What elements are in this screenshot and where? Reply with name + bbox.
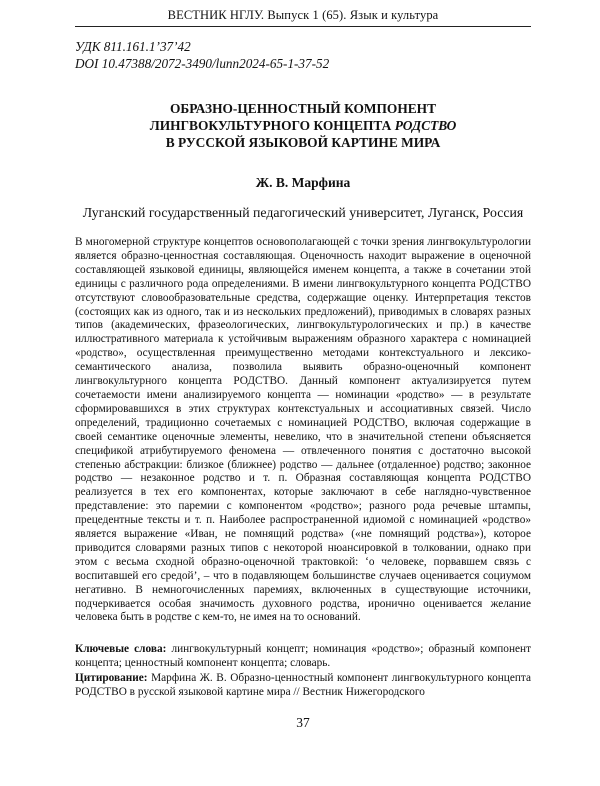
article-meta xyxy=(75,38,531,72)
keywords xyxy=(75,642,531,670)
title-line-2 xyxy=(75,117,531,134)
journal-header: ВЕСТНИК НГЛУ. Выпуск 1 (65). Язык и культура xyxy=(75,8,531,27)
citation xyxy=(75,671,531,699)
author-affiliation: Луганский государственный педагогический университет, Луганск, Россия xyxy=(82,205,524,220)
keywords-label: Ключевые слова: xyxy=(75,643,167,655)
title-concept: РОДСТВО xyxy=(394,118,457,133)
doi: DOI 10.47388/2072-3490/lunn2024-65-1-37-52 xyxy=(75,56,330,71)
citation-label: Цитирование: xyxy=(75,672,148,684)
citation-text: Марфина Ж. В. Образно-ценностный компонент лингвокультурного концепта РОДСТВО в русской языковой картине мира // Вестник Нижегородского xyxy=(75,672,531,698)
udc-code: УДК 811.161.1’37’42 xyxy=(75,39,191,54)
article-title xyxy=(75,100,531,151)
title-line-3: В РУССКОЙ ЯЗЫКОВОЙ КАРТИНЕ МИРА xyxy=(165,135,441,150)
title-line-1: ОБРАЗНО-ЦЕННОСТНЫЙ КОМПОНЕНТ xyxy=(169,101,437,116)
author-name: Ж. В. Марфина xyxy=(255,175,351,190)
keywords-text: лингвокультурный концепт; номинация «родство»; образный компонент концепта; ценностный компонент концепта; словарь. xyxy=(75,643,532,669)
abstract xyxy=(75,236,531,625)
abstract-text: В многомерной структуре концептов основополагающей с точки зрения лингвокультурологии является образно-ценностная составляющая. Оценочность находит выражение в оценочной составляющей языковой единицы, являющейся именем концепта, а также в сочетании этой единицы с различного рода определениями. В имени лингвокультурного концепта РОДСТВО отсутствуют словообразовательные средства, содержащие оценку. Интерпретация текстов (состоящих как из одного, так и из нескольких предложений), приводимых в словарях разных типов (академических, фразеологических, лингвокультурологических и пр.) в качестве иллюстративного материала к устойчивым выражениям образного характера с номинацией «родство», осуществленная преимущественно методами контекстуального и лексико-семантического анализа, позволила выявить образно-оценочный компонент лингвокультурного концепта РОДСТВО. Данный компонент актуализируется путем сочетаемости имени анализируемого концепта — номинации «родство» — в результате сформировавшихся в этих структурах контекстуальных и ассоциативных связей. Число определений, традиционно сочетаемых с номинацией РОДСТВО, включая содержащие в своей семантике оценочные элементы, невелико, что в значительной степени объясняется спецификой атрибутируемого феномена — отвлеченного понятия с достаточно высокой степенью абстракции: близкое (ближнее) родство — дальнее (отдаленное) родство; законное родство — незаконное родство и т. п. Образная составляющая концепта РОДСТВО реализуется в тех его компонентах, которые заключают в себе наглядно-чувственное представление: это паремии с компонентом «родство»; разного рода речевые штампы, прецедентные тексты и т. п. Наиболее распространенной идиомой с номинацией «родство» является выражение «Иван, не помнящий родства» («не помнящий родства»), которое приводится словарями разных типов с некоторой нюансировкой в толковании, однако при этом с весьма сходной образно-оценочной трактовкой: ‘о человеке, порвавшем связь с воспитавшей его средой’, – что в подавляющем большинстве случаев оценивается социумом негативно. В немногочисленных паремиях, включенных в существующие источники, подчеркивается особая значимость духовного родства, иронично оценивается желание человека быть в родстве с кем-то, не имея на то оснований. xyxy=(75,236,531,624)
title-line-2-text: ЛИНГВОКУЛЬТУРНОГО КОНЦЕПТА xyxy=(149,118,395,133)
page-number: 37 xyxy=(296,715,310,730)
